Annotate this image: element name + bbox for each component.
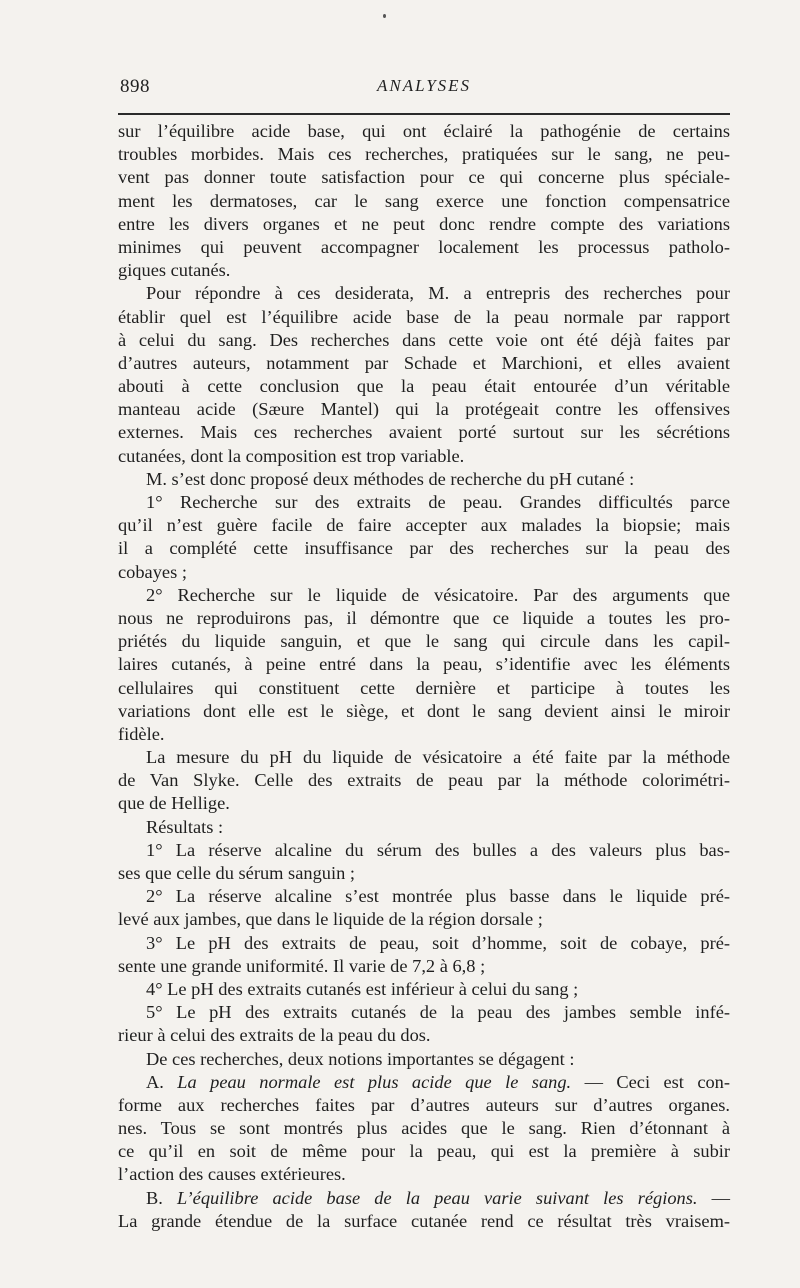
text-line: rieur à celui des extraits de la peau du dos.: [118, 1025, 431, 1046]
text-line: entre les divers organes et ne peut donc rendre compte des variations: [118, 213, 730, 234]
text-line: fidèle.: [118, 723, 165, 744]
text-line: 3° Le pH des extraits de peau, soit d’homme, soit de cobaye, pré-: [146, 932, 730, 953]
text-line: qu’il n’est guère facile de faire accepter aux malades la biopsie; mais: [118, 515, 730, 536]
text-line: La grande étendue de la surface cutanée rend ce résultat très vraisem-: [118, 1210, 730, 1231]
text-line: Résultats :: [146, 816, 224, 837]
text-line: cobayes ;: [118, 561, 187, 582]
text-line: sur l’équilibre acide base, qui ont éclairé la pathogénie de certains: [118, 121, 730, 141]
text-line: M. s’est donc proposé deux méthodes de recherche du pH cutané :: [146, 468, 635, 489]
italic-phrase: L’équilibre acide base de la peau varie suivant les régions.: [176, 1187, 698, 1208]
text-line: 5° Le pH des extraits cutanés de la peau des jambes semble infé-: [146, 1002, 730, 1023]
text-line: giques cutanés.: [118, 260, 231, 281]
text-line: B. L’équilibre acide base de la peau varie suivant les régions. —: [146, 1187, 730, 1208]
text-line: cellulaires qui constituent cette dernière et participe à toutes les: [118, 677, 730, 698]
text-line: il a complété cette insuffisance par des recherches sur la peau des: [118, 538, 730, 559]
text-line: 4° Le pH des extraits cutanés est inférieur à celui du sang ;: [146, 978, 579, 999]
text-line: que de Hellige.: [118, 793, 230, 814]
text-line: 2° La réserve alcaline s’est montrée plus basse dans le liquide pré-: [146, 886, 730, 907]
text-line: ment les dermatoses, car le sang exerce une fonction compensatrice: [118, 190, 730, 211]
italic-phrase: La peau normale est plus acide que le sang.: [177, 1071, 572, 1092]
text-line: établir quel est l’équilibre acide base de la peau normale par rapport: [118, 306, 730, 327]
text-line: d’autres auteurs, notamment par Schade et Marchioni, et elles avaient: [118, 352, 730, 373]
text-line: cutanées, dont la composition est trop variable.: [118, 445, 465, 466]
text-line: De ces recherches, deux notions importantes se dégagent :: [146, 1048, 575, 1069]
text-line: laires cutanés, à peine entré dans la peau, s’identifie avec les éléments: [118, 654, 730, 675]
text-line: troubles morbides. Mais ces recherches, pratiquées sur le sang, ne peu-: [118, 144, 730, 165]
text-line: l’action des causes extérieures.: [118, 1164, 346, 1185]
header-rule: [118, 113, 730, 115]
text-line: minimes qui peuvent accompagner localement les processus patholo-: [118, 236, 730, 257]
ink-speck: [383, 14, 386, 18]
text-line: à celui du sang. Des recherches dans cette voie ont été déjà faites par: [118, 329, 730, 350]
text-line: manteau acide (Sæure Mantel) qui la protégeait contre les offensives: [118, 399, 730, 420]
text-line: ce qu’il en soit de même pour la peau, qui est la première à subir: [118, 1141, 730, 1162]
text-line: forme aux recherches faites par d’autres auteurs sur d’autres organes.: [118, 1094, 730, 1115]
running-title: ANALYSES: [376, 76, 472, 95]
text-line: Pour répondre à ces desiderata, M. a entrepris des recherches pour: [146, 283, 730, 304]
text-line: ses que celle du sérum sanguin ;: [118, 863, 355, 883]
text-line: 2° Recherche sur le liquide de vésicatoire. Par des arguments que: [146, 584, 730, 605]
text-line: 1° La réserve alcaline du sérum des bulles a des valeurs plus bas-: [146, 839, 730, 860]
body-text: [118, 120, 730, 1233]
text-line: variations dont elle est le siège, et dont le sang devient ainsi le miroir: [118, 700, 730, 721]
text-line: 1° Recherche sur des extraits de peau. Grandes difficultés parce: [146, 492, 730, 512]
text-line: vent pas donner toute satisfaction pour ce qui concerne plus spéciale-: [118, 167, 730, 188]
text-line: abouti à cette conclusion que la peau était entourée d’un véritable: [118, 376, 730, 397]
text-line: externes. Mais ces recherches avaient porté surtout sur les sécrétions: [118, 422, 730, 443]
text-line: nous ne reproduirons pas, il démontre que ce liquide a toutes les pro-: [118, 607, 730, 628]
page-number: 898: [120, 76, 150, 97]
page-header: [118, 76, 730, 104]
text-line: levé aux jambes, que dans le liquide de la région dorsale ;: [118, 909, 543, 930]
text-line: priétés du liquide sanguin, et que le sang qui circule dans les capil-: [118, 631, 730, 652]
text-line: nes. Tous se sont montrés plus acides que le sang. Rien d’étonnant à: [118, 1118, 730, 1139]
text-line: A. La peau normale est plus acide que le sang. — Ceci est con-: [146, 1071, 731, 1092]
text-line: La mesure du pH du liquide de vésicatoire a été faite par la méthode: [146, 747, 730, 768]
text-line: sente une grande uniformité. Il varie de 7,2 à 6,8 ;: [118, 955, 486, 976]
text-line: de Van Slyke. Celle des extraits de peau par la méthode colorimétri-: [118, 770, 730, 791]
